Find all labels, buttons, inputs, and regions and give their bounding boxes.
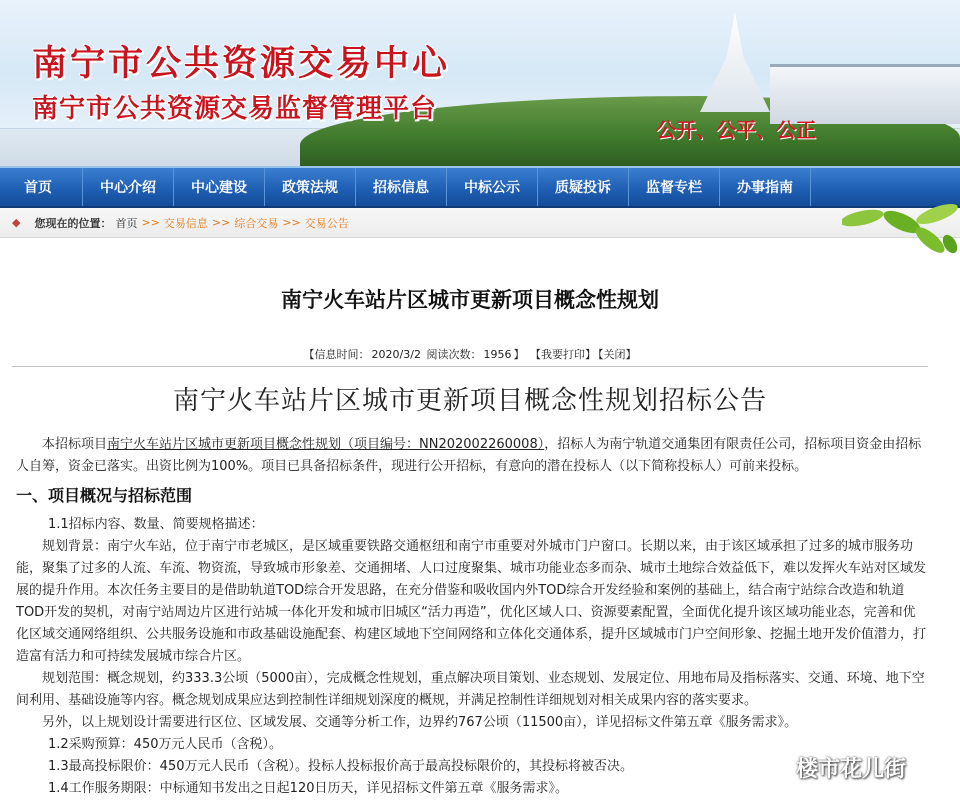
section-item-1-1: 1.1招标内容、数量、简要规格描述：	[48, 517, 264, 532]
meta-close-bracket: 】	[513, 348, 525, 361]
leaf-decoration-icon	[842, 200, 960, 256]
nav-item-guide[interactable]: 办事指南	[720, 168, 811, 206]
nav-item-home[interactable]: 首页	[6, 168, 83, 206]
watermark-text: 楼市花儿街	[796, 757, 907, 782]
nav-item-tenders[interactable]: 招标信息	[356, 168, 447, 206]
location-icon: ◆	[12, 216, 21, 229]
main-nav	[0, 166, 960, 208]
nav-item-complaints[interactable]: 质疑投诉	[538, 168, 629, 206]
article-title: 南宁火车站片区城市更新项目概念性规划	[281, 288, 659, 312]
banner-tower-image	[700, 12, 770, 112]
breadcrumb-separator: >>	[282, 216, 301, 229]
print-button[interactable]: 【我要打印】	[529, 348, 596, 361]
section-item-1-3: 1.3最高投标限价：450万元人民币（含税）。投标人投标报价高于最高投标限价的，其投标将被否决。	[48, 759, 633, 774]
intro-paragraph	[16, 434, 926, 478]
planning-scope: 规划范围：概念规划，约333.3公顷（5000亩），完成概念性规划，重点解决项目策划、业态规划、发展定位、用地布局及指标落实、交通、环境、地下空间利用、基础设施等内容。概念规划成果应达到控制性详细规划深度的概规，并满足控制性详细规划对相关成果内容的落实要求。	[16, 671, 925, 708]
divider	[12, 366, 928, 367]
close-button[interactable]: 【关闭】	[597, 348, 637, 361]
watermark	[760, 752, 906, 783]
site-subtitle: 南宁市公共资源交易监督管理平台	[32, 94, 438, 124]
section-heading: 一、项目概况与招标范围	[16, 486, 193, 505]
article-body	[16, 434, 926, 800]
notice-title: 南宁火车站片区城市更新项目概念性规划招标公告	[172, 386, 767, 416]
meta-time: 2020/3/2	[371, 348, 421, 361]
site-banner	[0, 0, 960, 166]
meta-views-label: 阅读次数：	[426, 348, 482, 361]
nav-item-supervision[interactable]: 监督专栏	[629, 168, 720, 206]
site-title: 南宁市公共资源交易中心	[32, 43, 451, 84]
breadcrumb-comprehensive[interactable]: 综合交易	[234, 216, 279, 230]
meta-views: 1956	[483, 348, 512, 361]
breadcrumb	[0, 208, 960, 238]
breadcrumb-trade-info[interactable]: 交易信息	[163, 216, 208, 230]
planning-extra: 另外，以上规划设计需要进行区位、区域发展、交通等分析工作，边界约767公顷（11500亩），详见招标文件第五章《服务需求》。	[42, 715, 798, 730]
site-slogan: 公开、公平、公正	[656, 118, 816, 142]
nav-item-policy[interactable]: 政策法规	[265, 168, 356, 206]
planning-background: 规划背景：南宁火车站，位于南宁市老城区，是区域重要铁路交通枢纽和南宁市重要对外城市门户窗口。长期以来，由于该区域承担了过多的城市服务功能，聚集了过多的人流、车流、物资流，导致城市形象差、交通拥堵、人口过度聚集、城市功能业态多而杂、城市土地综合效益低下，难以发挥火车站对区域发展的提升作用。本次任务主要目的是借助轨道TOD综合开发思路，在充分借鉴和吸收国内外TOD综合开发经验和案例的基础上，结合南宁站综合改造和轨道TOD开发的契机，对南宁站周边片区进行站城一体化开发和城市旧城区“活力再造”，优化区域人口、资源要素配置，全面优化提升该区域功能业态，完善和优化区域交通网络组织、公共服务设施和市政基础设施配套、构建区域地下空间网络和立体化交通体系，提升区域城市门户空间形象、挖掘土地开发价值潜力，打造富有活力和可持续发展城市综合片区。	[16, 539, 927, 664]
nav-item-about[interactable]: 中心介绍	[83, 168, 174, 206]
intro-text: 本招标项目	[42, 437, 108, 452]
section-item-1-4: 1.4工作服务期限：中标通知书发出之日起120日历天，详见招标文件第五章《服务需求》。	[48, 781, 568, 796]
article-meta	[0, 346, 940, 362]
breadcrumb-home[interactable]: 首页	[115, 216, 138, 230]
nav-item-awards[interactable]: 中标公示	[447, 168, 538, 206]
breadcrumb-separator: >>	[141, 216, 160, 229]
breadcrumb-label: 您现在的位置：	[34, 216, 112, 230]
nav-item-construction[interactable]: 中心建设	[174, 168, 265, 206]
breadcrumb-announcements[interactable]: 交易公告	[304, 216, 349, 230]
project-link[interactable]: 南宁火车站片区城市更新项目概念性规划（项目编号：NN202002260008）	[107, 437, 545, 452]
breadcrumb-separator: >>	[211, 216, 231, 229]
intro-text-rest: ，招标人为南宁轨道交通集团有限责任公司，招标项目资金由招标人自筹，资金已落实。出资比例为100%。项目已具备招标条件，现进行公开招标，有意向的潜在投标人（以下简称投标人）可前来投标。	[16, 437, 922, 474]
wechat-icon	[760, 756, 788, 780]
section-item-1-2: 1.2采购预算：450万元人民币（含税）。	[48, 737, 282, 752]
meta-time-label: 【信息时间：	[303, 348, 370, 361]
